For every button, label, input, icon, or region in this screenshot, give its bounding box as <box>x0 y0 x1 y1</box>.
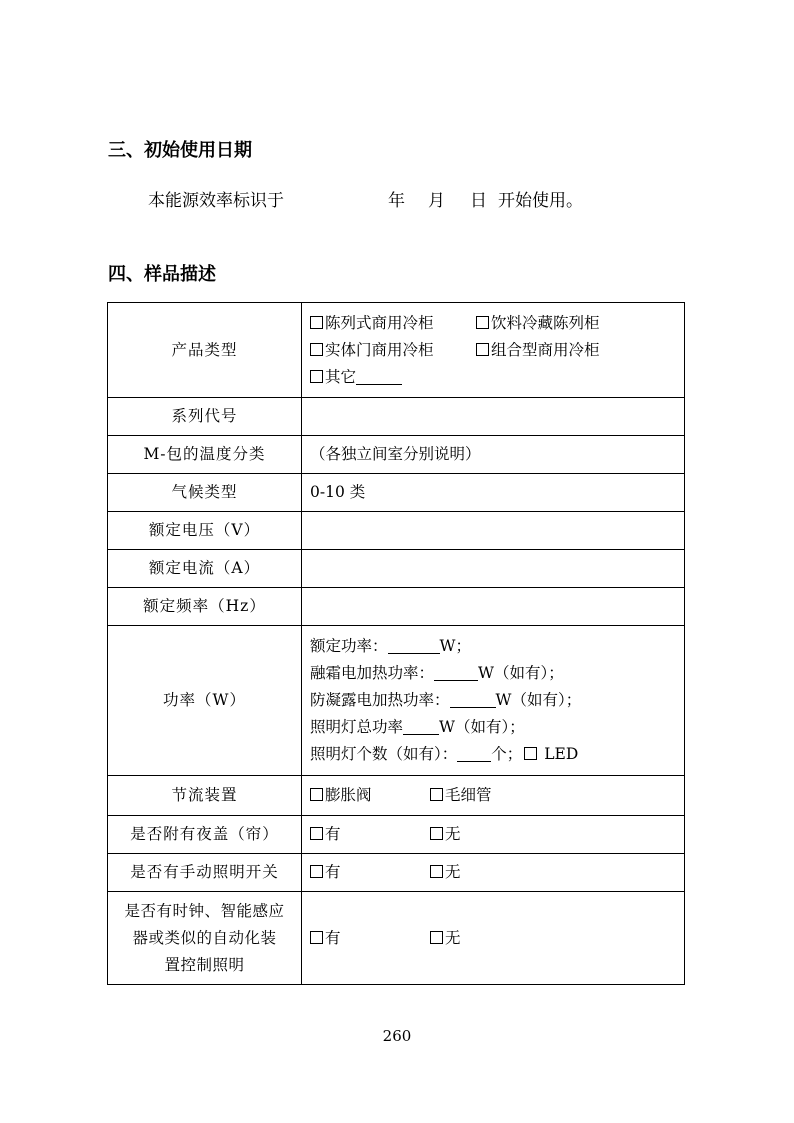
checkbox-auto-control-yes[interactable] <box>310 931 323 944</box>
rated-power-line: 额定功率： W； <box>310 637 471 655</box>
anticondense-power-blank[interactable] <box>450 691 496 708</box>
climate-value: 0-10 类 <box>302 474 685 512</box>
other-blank[interactable] <box>356 368 402 385</box>
frequency-label: 额定频率（Hz） <box>108 588 302 626</box>
series-code-value[interactable] <box>302 398 685 436</box>
voltage-label: 额定电压（V） <box>108 512 302 550</box>
manual-switch-label: 是否有手动照明开关 <box>108 854 302 892</box>
option-other: 其它 <box>325 367 357 386</box>
voltage-value[interactable] <box>302 512 685 550</box>
checkbox-manual-switch-no[interactable] <box>430 865 443 878</box>
start-use-text: 开始使用。 <box>498 191 583 211</box>
anticondense-power-line: 防凝露电加热功率： W（如有）； <box>310 691 582 709</box>
option-beverage-cooler: 饮料冷藏陈列柜 <box>491 313 600 332</box>
lamp-count-line: 照明灯个数（如有）： 个； LED <box>310 745 579 763</box>
lamp-count-blank[interactable] <box>457 745 491 762</box>
power-values <box>302 626 685 776</box>
frequency-value[interactable] <box>302 588 685 626</box>
option-combined: 组合型商用冷柜 <box>491 340 600 359</box>
lighting-power-line: 照明灯总功率 W（如有）； <box>310 718 525 736</box>
section-4-heading: 四、样品描述 <box>108 264 216 285</box>
month-label: 月 <box>428 191 445 211</box>
checkbox-auto-control-no[interactable] <box>430 931 443 944</box>
row-frequency <box>108 588 685 626</box>
checkbox-other[interactable] <box>310 370 323 383</box>
row-climate <box>108 474 685 512</box>
checkbox-night-cover-no[interactable] <box>430 827 443 840</box>
row-series-code <box>108 398 685 436</box>
m-pack-label: M-包的温度分类 <box>108 436 302 474</box>
product-type-label: 产品类型 <box>108 303 302 398</box>
lighting-power-blank[interactable] <box>403 718 439 735</box>
m-pack-value: （各独立间室分别说明） <box>302 436 685 474</box>
defrost-power-blank[interactable] <box>434 664 478 681</box>
row-auto-control: 是否有时钟、智能感应 器或类似的自动化装 置控制照明 有 无 <box>108 892 685 985</box>
checkbox-manual-switch-yes[interactable] <box>310 865 323 878</box>
checkbox-expansion-valve[interactable] <box>310 788 323 801</box>
checkbox-capillary[interactable] <box>430 788 443 801</box>
current-label: 额定电流（A） <box>108 550 302 588</box>
checkbox-beverage-cooler[interactable] <box>476 316 489 329</box>
row-throttle <box>108 776 685 816</box>
section-3-heading: 三、初始使用日期 <box>108 140 252 161</box>
row-manual-switch: 是否有手动照明开关 有 无 <box>108 854 685 892</box>
page-number: 260 <box>382 1027 412 1045</box>
auto-control-label: 是否有时钟、智能感应 器或类似的自动化装 置控制照明 <box>108 892 302 985</box>
current-value[interactable] <box>302 550 685 588</box>
row-power <box>108 626 685 776</box>
throttle-label: 节流装置 <box>108 776 302 816</box>
row-m-pack <box>108 436 685 474</box>
option-expansion-valve: 膨胀阀 <box>325 786 372 804</box>
checkbox-led[interactable] <box>524 747 537 760</box>
checkbox-night-cover-yes[interactable] <box>310 827 323 840</box>
row-voltage <box>108 512 685 550</box>
start-date-text: 本能源效率标识于 <box>148 191 284 211</box>
sample-description-table <box>107 302 685 985</box>
rated-power-blank[interactable] <box>388 637 440 654</box>
product-type-options <box>302 303 685 398</box>
row-product-type <box>108 303 685 398</box>
checkbox-combined[interactable] <box>476 343 489 356</box>
checkbox-solid-door[interactable] <box>310 343 323 356</box>
night-cover-label: 是否附有夜盖（帘） <box>108 816 302 854</box>
climate-label: 气候类型 <box>108 474 302 512</box>
option-capillary: 毛细管 <box>445 786 492 804</box>
checkbox-display-freezer[interactable] <box>310 316 323 329</box>
row-night-cover: 是否附有夜盖（帘） 有 无 <box>108 816 685 854</box>
option-display-freezer: 陈列式商用冷柜 <box>325 313 434 332</box>
power-label: 功率（W） <box>108 626 302 776</box>
option-solid-door: 实体门商用冷柜 <box>325 340 434 359</box>
led-label: LED <box>544 745 579 763</box>
year-label: 年 <box>388 191 405 211</box>
day-label: 日 <box>470 191 487 211</box>
series-code-label: 系列代号 <box>108 398 302 436</box>
defrost-power-line: 融霜电加热功率： W（如有）； <box>310 664 564 682</box>
row-current <box>108 550 685 588</box>
